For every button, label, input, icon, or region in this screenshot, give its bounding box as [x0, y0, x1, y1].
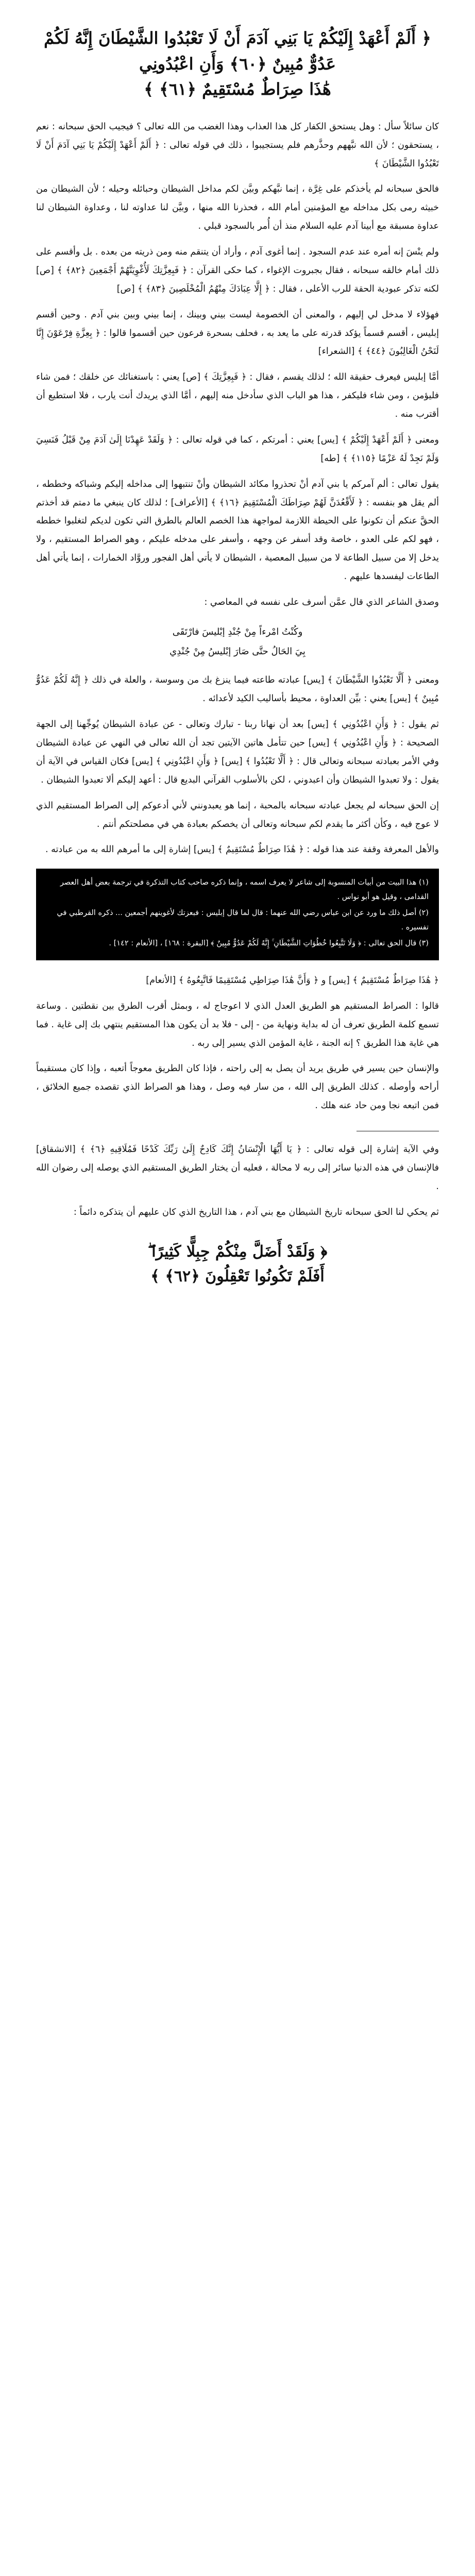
poem	[36, 622, 439, 662]
footnotes-box	[36, 869, 439, 960]
paragraph: ومعنى ﴿ أَلَّا تَعْبُدُوا الشَّيْطَانَ ﴾ [يس] عبادته طاعته فيما ينزغ بك من وسوسة ، والعلة في ذلك ﴿ إِنَّهُ لَكُمْ عَدُوٌّ مُبِينٌ ﴾ [يس] يعني : بيِّن العداوة ، محيط بأساليب الكيد لأعدائه .	[36, 675, 439, 704]
paragraph: ثم يحكي لنا الحق سبحانه تاريخ الشيطان مع بني آدم ، هذا التاريخ الذي كان عليهم أن يتذكره دائماً :	[73, 1207, 439, 1217]
paragraph: فالحق سبحانه لم يأخذكم على غِرَّة ، إنما نبَّهكم وبيَّن لكم مداخل الشيطان وحبائله وحيله ؛ لأن الشيطان من خبيثه رمى بكل مداخله مع المؤمنين أمام الله ، فحذرنا الله منها ، وبيَّن لنا عداوته لنا ، وعداوة الشيطان لنا عداوة مسبقة مع أبينا آدم عليه السلام منذ أن أُمر بالسجود قبلي .	[36, 184, 439, 232]
footnote: (٣) قال الحق تعالى : ﴿ وَلَا تَتَّبِعُوا خُطُوَاتِ الشَّيْطَانِ ۚ إِنَّهُ لَكُمْ عَدُوٌّ مُبِينٌ ﴾ [البقرة : ١٦٨] ، [الأنعام : ١٤٢] .	[109, 939, 429, 948]
paragraph: ثم يقول : ﴿ وَأَنِ اعْبُدُونِي ﴾ [يس] بعد أن نهانا ربنا - تبارك وتعالى - عن عبادة الشيطان يُوجِّهنا إلى الجهة الصحيحة : ﴿ وَأَنِ اعْبُدُونِي ﴾ [يس] حين تتأمل هاتين الآيتين تجد أن الله تعالى في النهي عن عبادة الشيطان وفي الأمر بعبادته سبحانه وتعالى قال : ﴿ أَلَّا تَعْبُدُوا ﴾ [يس] ﴿ وَأَنِ اعْبُدُونِي ﴾ [يس] فكان القياس في الآية أن يقول : ولا تعبدوا الشيطان وأن اعبدوني ، لكن بالأسلوب القرآني البديع قال : أعهد إليكم ألا تعبدوا الشيطان .	[36, 719, 439, 785]
poem-line-1: وكُنْتُ امْرءاً مِنْ جُنْدِ إبْليسَ فارْتَقَى	[172, 626, 303, 637]
paragraph: وصدق الشاعر الذي قال عمَّن أسرف على نفسه في المعاصي :	[204, 597, 439, 607]
paragraph: والأهل المعرفة وقفة عند هذا قوله : ﴿ هَٰذَا صِرَاطٌ مُسْتَقِيمٌ ﴾ [يس] إشارة إلى ما أمرهم الله به من عبادته .	[45, 844, 439, 855]
closing-verse-line-1: ﴿ وَلَقَدْ أَضَلَّ مِنْكُمْ جِبِلًّا كَثِيرًا ۖ	[147, 1242, 328, 1261]
paragraph: وفي الآية إشارة إلى قوله تعالى : ﴿ يَا أَيُّهَا الْإِنْسَانُ إِنَّكَ كَادِحٌ إِلَىٰ رَبِّكَ كَدْحًا فَمُلَاقِيهِ ﴿٦﴾ ﴾ [الانشقاق] فالإنسان في هذه الدنيا سائر إلى ربه لا محالة ، فعليه أن يختار الطريق المستقيم الذي يوصله إلى رضوان الله .	[36, 1144, 439, 1192]
paragraph: كان سائلاً سأل : وهل يستحق الكفار كل هذا العذاب وهذا الغضب من الله تعالى ؟ فيجيب الحق سبحانه : نعم ، يستحقون ؛ لأن الله نبَّههم وحذَّرهم فلم يستجيبوا ، ذلك في قوله تعالى : ﴿ أَلَمْ أَعْهَدْ إِلَيْكُمْ يَا بَنِي آدَمَ أَنْ لَا تَعْبُدُوا الشَّيْطَانَ ﴾	[36, 121, 439, 169]
footnote: (١) هذا البيت من أبيات المنسوبة إلى شاعر لا يعرف اسمه ، وإنما ذكره صاحب كتاب التذكرة في ترجمة بعض أهل العصر القدامى ، وقيل هو أبو نواس .	[60, 878, 429, 901]
closing-verse-line-2: أَفَلَمْ تَكُونُوا تَعْقِلُونَ ﴿٦٢﴾ ﴾	[150, 1267, 325, 1285]
paragraph: ولم ينْسَ إنه أمره عند عدم السجود . إنما أغوى آدم ، وأراد أن يتنقم منه ومن ذريته من بعده . بل وأقسم على ذلك أمام خالقه سبحانه ، فقال بجبروت الإغواء ، كما حكى القرآن : ﴿ فَبِعِزَّتِكَ لَأُغْوِيَنَّهُمْ أَجْمَعِينَ ﴿٨٢﴾ ﴾ [ص] لكنه تذكر عبودية الحقة للرب الأعلى ، فقال : ﴿ إِلَّا عِبَادَكَ مِنْهُمُ الْمُخْلَصِينَ ﴿٨٣﴾ ﴾ [ص]	[36, 247, 439, 294]
poem-line-2: بِيَ الحَالُ حتَّى صَارَ إبْليسُ مِنْ جُنْدِي	[169, 646, 306, 657]
header-verse	[36, 26, 439, 103]
paragraph: ومعنى ﴿ أَلَمْ أَعْهَدْ إِلَيْكُمْ ﴾ [يس] يعني : أمرتكم ، كما في قوله تعالى : ﴿ وَلَقَدْ عَهِدْنَا إِلَىٰ آدَمَ مِنْ قَبْلُ فَنَسِيَ وَلَمْ نَجِدْ لَهُ عَزْمًا ﴿١١٥﴾ ﴾ [طه]	[36, 434, 439, 464]
paragraph: ﴿ هَٰذَا صِرَاطٌ مُسْتَقِيمٌ ﴾ [يس] و ﴿ وَأَنَّ هَٰذَا صِرَاطِي مُسْتَقِيمًا فَاتَّبِعُوهُ ﴾ [الأنعام]	[146, 975, 439, 986]
footnote: (٢) أصل ذلك ما ورد عن ابن عباس رضي الله عنهما : قال لما قال إبليس : فبعزتك لأغوينهم أجمعين ... ذكره القرطبي في تفسيره .	[57, 909, 429, 931]
paragraph: قالوا : الصراط المستقيم هو الطريق العدل الذي لا اعوجاج له ، وبمثل أقرب الطرق بين نقطتين . وساعة تسمع كلمة الطريق تعرف أن له بداية ونهاية من - إلى - فلا بد أن يكون هذا المستقيم ينتهي بك إلى غاية . فما هي غاية هذا الطريق ؟ إنه الجنة ، غاية المؤمن الذي يسير إلى ربه .	[36, 1001, 439, 1048]
header-verse-line-2: هَٰذَا صِرَاطٌ مُسْتَقِيمٌ ﴿٦١﴾ ﴾	[144, 79, 331, 99]
closing-verse	[36, 1240, 439, 1289]
paragraph: فهؤلاء لا مدخل لي إليهم ، والمعنى أن الخصومة ليست بيني وبينك ، إنما بيني وبين بني آدم . وحين أقسم إبليس ، أقسم قسماً يؤكد قدرته على ما يعد به ، فحلف بسحرة فرعون حين أقسموا قالوا : ﴿ بِعِزَّةِ فِرْعَوْنَ إِنَّا لَنَحْنُ الْغَالِبُونَ ﴿٤٤﴾ ﴾ [الشعراء]	[36, 309, 439, 357]
paragraph: إن الحق سبحانه لم يجعل عبادته سبحانه بالمحبة ، إنما هو يعبدونني لأني أدعوكم إلى الصراط المستقيم الذي لا عوج فيه ، وكأن أكثر ما يقدم لكم سبحانه وتعالى أن يخصكم بعبادة هي في مصلحتكم أنتم .	[36, 800, 439, 829]
paragraph: أمَّا إبليس فيعرف حقيقة الله ؛ لذلك يقسم ، فقال : ﴿ فَبِعِزَّتِكَ ﴾ [ص] يعني : باستغنائك عن خلقك ؛ فمن شاء فليؤمن ، ومن شاء فليكفر ، هذا هو الباب الذي سأدخل منه إليهم ، أمَّا الذي يريدك أنت يارب ، فلا استطيع أن أقترب منه .	[36, 372, 439, 420]
header-verse-line-1: ﴿ أَلَمْ أَعْهَدْ إِلَيْكُمْ يَا بَنِي آدَمَ أَنْ لَا تَعْبُدُوا الشَّيْطَانَ إِنَّهُ لَكُمْ عَدُوٌّ مُبِينٌ ﴿٦٠﴾ وَأَنِ اعْبُدُونِي	[44, 28, 431, 74]
paragraph: والإنسان حين يسير في طريق يريد أن يصل به إلى راحته ، فإذا كان الطريق معوجاً أتعبه ، وإذا كان مستقيماً أراحه وأوصله . كذلك الطريق إلى الله ، من سار فيه وصل ، وهذا هو الصراط الذي تقصده جميع الخلائق ، فمن اتبعه نجا ومن حاد عنه هلك .	[36, 1063, 439, 1111]
paragraph: يقول تعالى : ألم آمركم يا بني آدم أنْ تحذروا مكائد الشيطان وأنْ تنتبهوا إلى مداخله إليكم وشباكه وخططه ، ألم يقل هو بنفسه : ﴿ لَأَقْعُدَنَّ لَهُمْ صِرَاطَكَ الْمُسْتَقِيمَ ﴿١٦﴾ ﴾ [الأعراف] ؛ لذلك كان ينبغي ما دمتم قد أخذتم الحقَّ عنكم أن تكونوا على الحيطة اللازمة لمواجهة هذا الخصم العالم بالطرق التي تكون لديكم لتغلبوا خططه ، فهو لكم على العدو ، خاصة وقد أسفر عن وجهه ، وأسفر على مدخله عليكم ، وهو الصراط المستقيم ، ولا يدخل إلا من سبيل الطاعة لا من سبيل المعصية ، الشيطان لا يأتي أهل الفجور وروَّاد الخمارات ، إنما يأتي أهل الطاعات ليفسدها عليهم .	[36, 479, 439, 582]
